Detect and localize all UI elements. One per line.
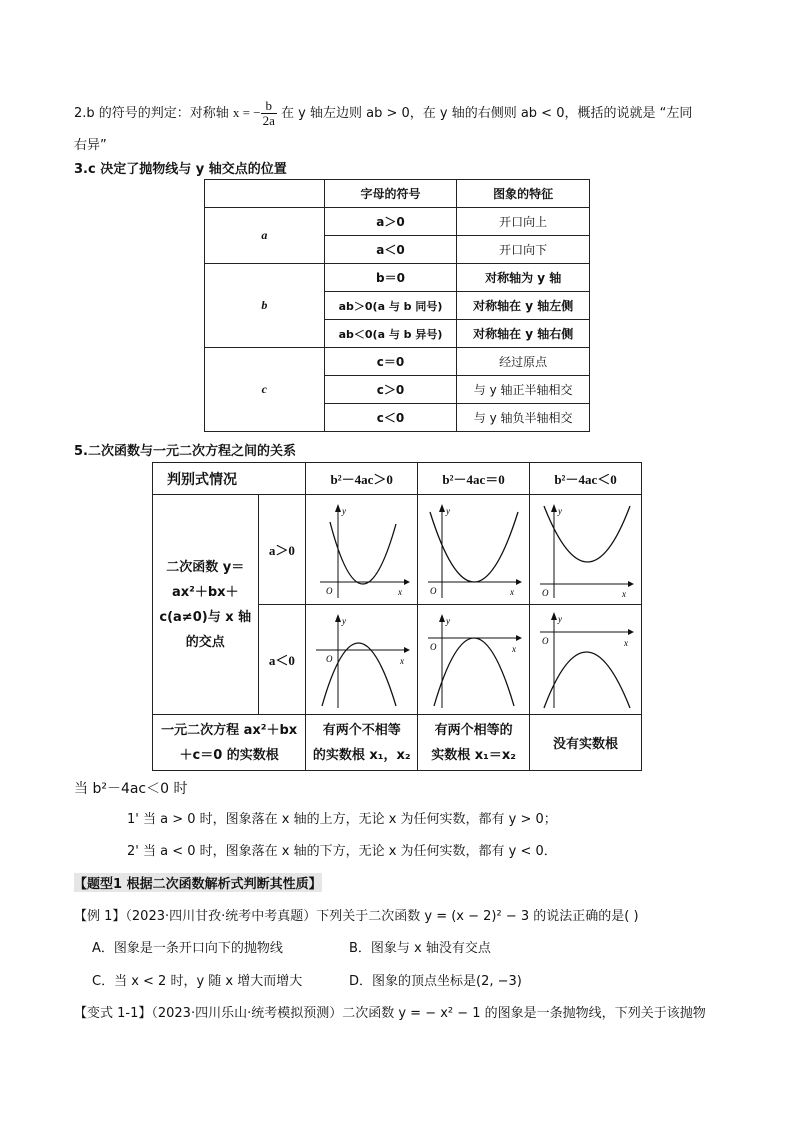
header-letter-sign: 字母的符号 bbox=[324, 180, 457, 208]
graph-cell bbox=[530, 495, 642, 605]
letter-b: b bbox=[205, 264, 325, 348]
a-positive-label: a＞0 bbox=[258, 495, 306, 605]
axis-x-label: x bbox=[511, 643, 516, 654]
axis-y-label: y bbox=[341, 615, 346, 626]
axis-y-label: y bbox=[445, 505, 450, 516]
disc-header-row bbox=[153, 463, 642, 495]
header-graph-feature: 图象的特征 bbox=[457, 180, 590, 208]
label-line: 的实数根 x₁，x₂ bbox=[312, 747, 411, 763]
origin-label: O bbox=[325, 585, 333, 596]
graph-cell bbox=[306, 495, 418, 605]
topic-heading: 【题型1 根据二次函数解析式判断其性质】 bbox=[74, 873, 322, 892]
origin-label: O bbox=[541, 635, 549, 646]
parabola-down-two-roots bbox=[312, 610, 412, 710]
sign-table bbox=[204, 179, 590, 432]
graph-cell bbox=[306, 605, 418, 715]
b-rule-text: 在 y 轴左边则 ab > 0，在 y 轴的右侧则 ab < 0，概括的说就是 “左同 bbox=[276, 106, 693, 121]
label-line: 实数根 x₁＝x₂ bbox=[431, 747, 516, 763]
label-line: 的交点 bbox=[185, 634, 225, 650]
example-question: 【例 1】（2023·四川甘孜·统考中考真题）下列关于二次函数 y = (x − 2)² − 3 的说法正确的是( ) bbox=[74, 909, 639, 924]
feature-cell: 开口向上 bbox=[457, 208, 590, 236]
axis-x-label: x bbox=[399, 655, 404, 666]
label-line: ＋c＝0 的实数根 bbox=[179, 747, 279, 763]
sign-cell: ab＞0(a 与 b 同号) bbox=[324, 292, 457, 320]
feature-cell: 对称轴为 y 轴 bbox=[457, 264, 590, 292]
when-line: 当 b²－4ac＜0 时 bbox=[74, 781, 188, 797]
parabola-up-one-root bbox=[424, 500, 524, 600]
axis-y-label: y bbox=[557, 613, 562, 624]
rule-a-negative: 2' 当 a < 0 时，图象落在 x 轴的下方，无论 x 为任何实数，都有 y < 0． bbox=[127, 844, 557, 859]
feature-cell: 与 y 轴正半轴相交 bbox=[457, 376, 590, 404]
label-line: c(a≠0)与 x 轴 bbox=[159, 609, 252, 625]
feature-cell: 对称轴在 y 轴左侧 bbox=[457, 292, 590, 320]
sign-table-header bbox=[205, 180, 590, 208]
feature-cell: 与 y 轴负半轴相交 bbox=[457, 404, 590, 432]
sign-cell: ab＜0(a 与 b 异号) bbox=[324, 320, 457, 348]
rule-a-positive: 1' 当 a > 0 时，图象落在 x 轴的上方，无论 x 为任何实数，都有 y > 0； bbox=[127, 812, 557, 827]
axis-x-label: x bbox=[623, 637, 628, 648]
a-negative-label: a＜0 bbox=[258, 605, 306, 715]
origin-label: O bbox=[325, 653, 333, 664]
b-rule-continuation: 右异” bbox=[74, 138, 107, 153]
sign-cell: a＞0 bbox=[324, 208, 457, 236]
axis-y-label: y bbox=[557, 505, 562, 516]
label-line: 有两个不相等 bbox=[322, 722, 401, 738]
axis-equation: x = − bbox=[232, 105, 261, 120]
axis-x-label: x bbox=[509, 586, 514, 597]
sign-cell: c＞0 bbox=[324, 376, 457, 404]
option-c: C．当 x < 2 时，y 随 x 增大而增大 bbox=[92, 974, 303, 989]
roots-none: 没有实数根 bbox=[530, 715, 642, 771]
table-row bbox=[205, 264, 590, 292]
disc-col-zero: b²－4ac＝0 bbox=[418, 463, 530, 495]
axis-x-label: x bbox=[397, 586, 402, 597]
parabola-up-two-roots bbox=[312, 500, 412, 600]
option-d: D．图象的顶点坐标是(2, −3) bbox=[349, 974, 522, 989]
discriminant-table bbox=[152, 462, 642, 771]
axis-x-label: x bbox=[621, 588, 626, 599]
option-b: B．图象与 x 轴没有交点 bbox=[349, 941, 491, 956]
sign-cell: a＜0 bbox=[324, 236, 457, 264]
fraction-numerator: b bbox=[261, 99, 277, 114]
intersection-label bbox=[153, 495, 259, 715]
feature-cell: 经过原点 bbox=[457, 348, 590, 376]
b-sign-rule bbox=[74, 99, 692, 128]
graph-cell bbox=[418, 605, 530, 715]
equation-roots-label bbox=[153, 715, 306, 771]
table-row bbox=[205, 348, 590, 376]
empty-cell bbox=[205, 180, 325, 208]
feature-cell: 对称轴在 y 轴右侧 bbox=[457, 320, 590, 348]
label-line: 有两个相等的 bbox=[434, 722, 513, 738]
label-line: 一元二次方程 ax²＋bx bbox=[161, 722, 298, 738]
origin-label: O bbox=[541, 587, 549, 598]
axis-fraction bbox=[261, 99, 277, 128]
variant-question: 【变式 1-1】（2023·四川乐山·统考模拟预测）二次函数 y = − x² − 1 的图象是一条抛物线，下列关于该抛物 bbox=[74, 1006, 706, 1021]
graph-cell bbox=[530, 605, 642, 715]
label-line: ax²＋bx＋ bbox=[171, 584, 239, 600]
sign-cell: c＝0 bbox=[324, 348, 457, 376]
option-a: A．图象是一条开口向下的抛物线 bbox=[92, 941, 283, 956]
sign-cell: c＜0 bbox=[324, 404, 457, 432]
c-rule: 3.c 决定了抛物线与 y 轴交点的位置 bbox=[74, 162, 287, 177]
disc-corner: 判别式情况 bbox=[153, 463, 306, 495]
axis-y-label: y bbox=[445, 615, 450, 626]
origin-label: O bbox=[429, 585, 437, 596]
parabola-down-no-root bbox=[536, 610, 636, 710]
feature-cell: 开口向下 bbox=[457, 236, 590, 264]
section5-title: 5.二次函数与一元二次方程之间的关系 bbox=[74, 444, 296, 459]
label-line: 二次函数 y＝ bbox=[166, 559, 245, 575]
letter-a: a bbox=[205, 208, 325, 264]
roots-two-equal bbox=[418, 715, 530, 771]
graph-row-apos bbox=[153, 495, 642, 605]
fraction-denominator: 2a bbox=[262, 113, 275, 128]
axis-y-label: y bbox=[341, 505, 346, 516]
sign-cell: b＝0 bbox=[324, 264, 457, 292]
b-rule-prefix: 2.b 的符号的判定：对称轴 bbox=[74, 106, 233, 121]
table-row bbox=[205, 208, 590, 236]
parabola-up-no-root bbox=[536, 500, 636, 600]
disc-col-negative: b²－4ac＜0 bbox=[530, 463, 642, 495]
parabola-down-one-root bbox=[424, 610, 524, 710]
roots-row bbox=[153, 715, 642, 771]
graph-cell bbox=[418, 495, 530, 605]
origin-label: O bbox=[429, 641, 437, 652]
letter-c: c bbox=[205, 348, 325, 432]
disc-col-positive: b²－4ac＞0 bbox=[306, 463, 418, 495]
roots-two-distinct bbox=[306, 715, 418, 771]
